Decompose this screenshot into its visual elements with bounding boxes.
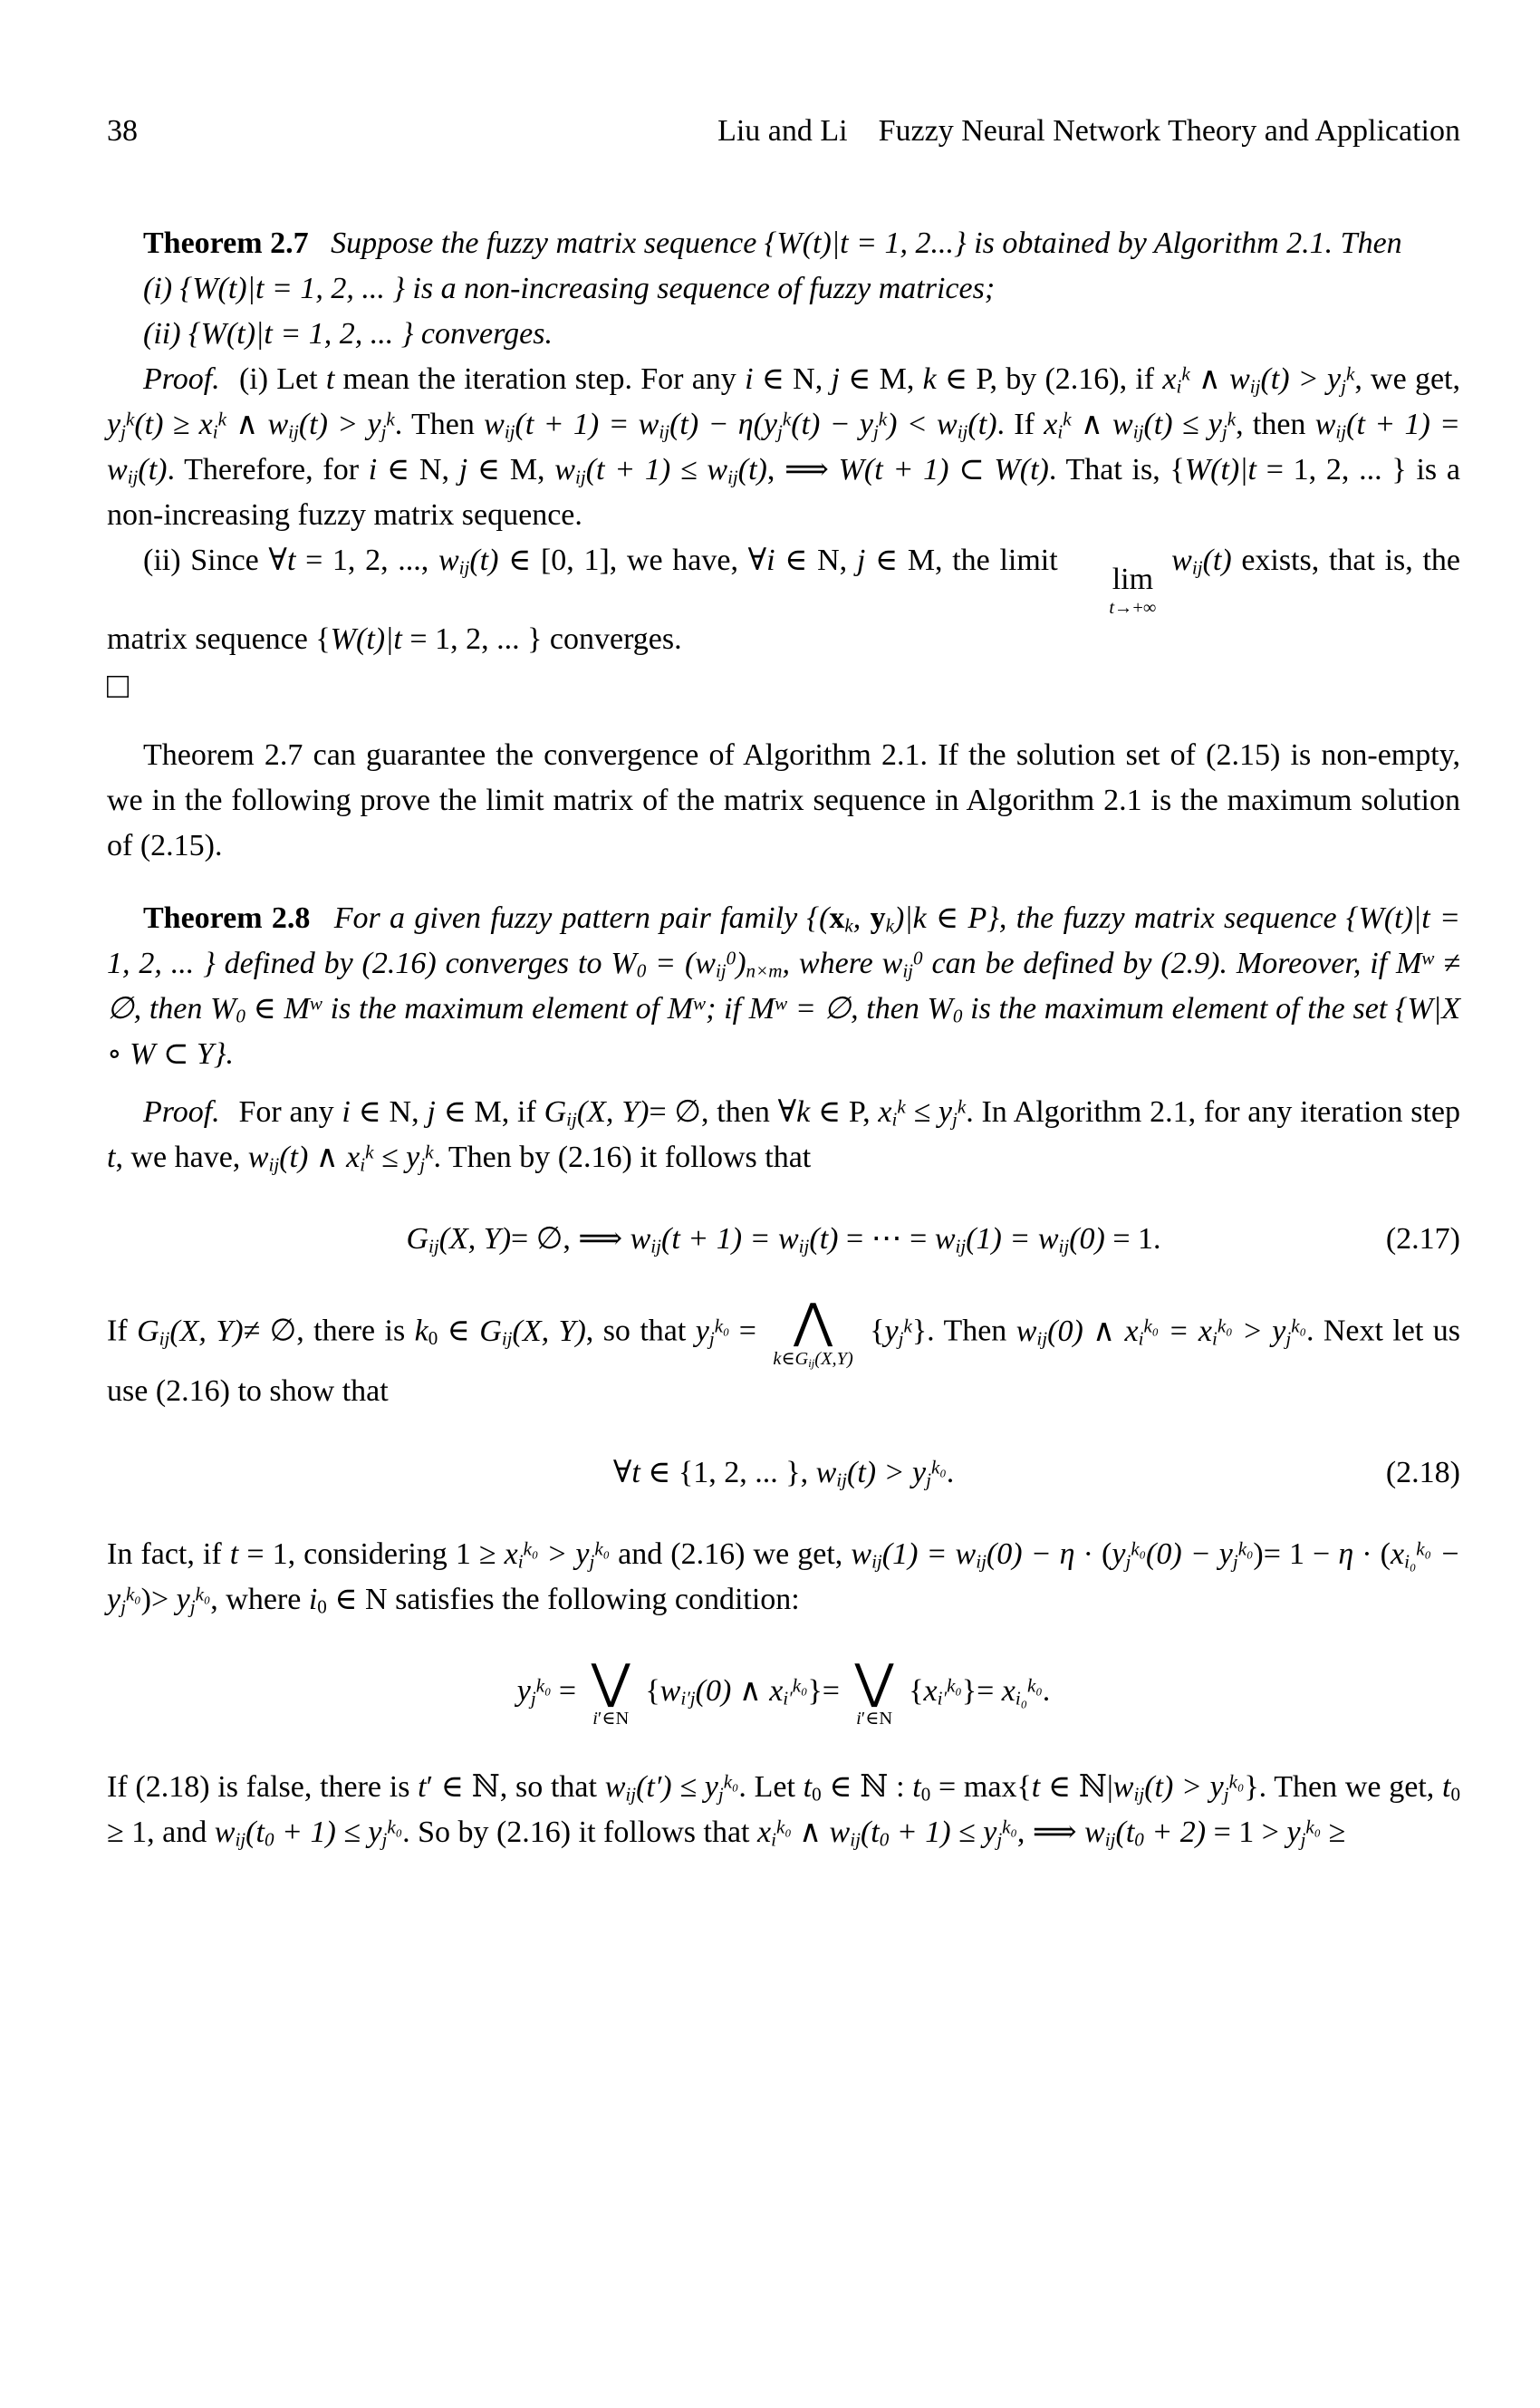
theorem-2-8-label: Theorem 2.8: [143, 901, 311, 936]
qed-box: □: [107, 665, 130, 707]
para-if-false: If (2.18) is false, there is t′ ∈ ℕ, so that $w_{ij}(t') \le y_j^{k_0}$. Let $t_0$ ∈ ℕ : $t_0 = \max\{t$ ∈ $ℕ|w_{ij}(t) > y_j^{k_0}$}. Then we get, $t_0 \ge 1$, and $w_{ij}(t_0 + 1) \le y_j^{k_0}$. So by (2.16) it follows that $x_i^{k_0}$ ∧ $w_{ij}(t_0 + 1) \le y_j^{k_0}$, ⟹ $w_{ij}(t_0 + 2) = 1 > y_j^{k_0}$ ≥: [107, 1769, 1461, 1851]
theorem-2-7-statement: Suppose the fuzzy matrix sequence {W(t)|t = 1, 2...} is obtained by Algorithm 2.1. Then: [331, 226, 1402, 260]
theorem-2-7-item-ii: (ii) {W(t)|t = 1, 2, ... } converges.: [143, 317, 553, 351]
proof-2-7-part-ii: (ii) Since ∀t = 1, 2, ..., $w_{ij}(t)$ ∈ [0, 1], we have, ∀i ∈ N, j ∈ M, the limit lim t→+∞ $w_{ij}(t)$ exists, that is, the matrix sequence {W(t)|t = 1, 2, ... } converges.: [107, 544, 1460, 657]
para-case-nonempty: If $G_{ij}(X$, Y)≠ ∅, there is $k_0$ ∈ $G_{ij}(X$, Y), so that $y_j^{k_0}$ = ⋀ $k\in G_{ij}(X,Y)$ $\{y_j^k\}$. Then $w_{ij}(0)$ ∧ $x_i^{k_0} = x_i^{k_0} > y_j^{k_0}$. Next let us use (2.16) to show that: [107, 1296, 1460, 1408]
para-in-fact: In fact, if t = 1, considering $1 \ge x_i^{k_0} > y_j^{k_0}$ and (2.16) we get, $w_{ij}(1) = w_{ij}(0) - \eta \cdot (y_j^{k_0}(0) - y_j^{k_0})= 1 - \eta \cdot (x_{i_0}^{k_0} - y_j^{k_0})> y_j^{k_0}$, where $i_0$ ∈ N satisfies the following condition:: [107, 1536, 1461, 1618]
theorem-2-7-label: Theorem 2.7: [143, 226, 309, 260]
proof-2-8-label: Proof.: [143, 1095, 220, 1130]
running-authors: Liu and Li: [717, 114, 848, 148]
theorem-2-7: [107, 221, 1460, 266]
proof-2-7-label: Proof.: [143, 362, 220, 396]
proof-2-8-intro-text: For any i ∈ N, j ∈ M, if $G_{ij}(X$, Y)= ∅, then ∀k ∈ P, $x_i^k \le y_j^k$. In Algorithm 2.1, for any iteration step t, we have, $w_{ij}(t)$ ∧ $x_i^k \le y_j^k$. Then by (2.16) it follows that: [107, 1095, 1460, 1177]
proof-2-8-intro: [107, 1090, 1460, 1180]
equation-2-18-number: (2.18): [1385, 1455, 1460, 1489]
running-title: [717, 109, 1460, 154]
equation-2-18-body: ∀t ∈ {1, 2, ... }, $w_{ij}(t) > y_j^{k_0}$.: [612, 1455, 955, 1491]
theorem-2-8: [107, 896, 1460, 1077]
equation-condition-body: $y_j^{k_0}$ = ⋁ i′∈N {$w_{i'j}(0)$ ∧ $x_{i'}^{k_0}\}=$ ⋁ i′∈N $\{x_{i'}^{k_0}\}= x_{i_0}^{k_0}$.: [516, 1655, 1051, 1729]
page-number: 38: [107, 114, 138, 148]
page-body: [107, 221, 1460, 1855]
running-head: [107, 109, 1460, 154]
equation-2-18: [107, 1450, 1460, 1496]
equation-2-17: [107, 1217, 1460, 1262]
proof-2-7-part-i-text: (i) Let t mean the iteration step. For any i ∈ N, j ∈ M, k ∈ P, by (2.16), if $x_i^k$ ∧ $w_{ij}(t) > y_j^k$, we get, $y_j^k(t) \ge x_i^k$ ∧ $w_{ij}(t) > y_j^k$. Then $w_{ij}(t + 1) = w_{ij}(t) - \eta(y_j^k(t) - y_j^k) < w_{ij}(t)$. If $x_i^k$ ∧ $w_{ij}(t) \le y_j^k$, then $w_{ij}(t + 1) = w_{ij}(t)$. Therefore, for i ∈ N, j ∈ M, $w_{ij}(t + 1) \le w_{ij}(t)$, ⟹ W(t + 1) ⊂ W(t). That is, {W(t)|t = 1, 2, ... } is a non-increasing fuzzy matrix sequence.: [107, 362, 1461, 532]
theorem-2-8-statement: For a given fuzzy pattern pair family {($x_k$, $y_k)|k$ ∈ P}, the fuzzy matrix sequence {W(t)|t = 1, 2, ... } defined by (2.16) converges to $W_0 = (w_{ij}^0)_{n\times m}$, where $w_{ij}^0$ can be defined by (2.9). Moreover, if $M^w$ ≠ ∅, then $W_0$ ∈ $M^w$ is the maximum element of $M^w$; if $M^w$ = ∅, then $W_0$ is the maximum element of the set {W|X ∘ W ⊂ Y}.: [107, 901, 1460, 1072]
para-convergence: Theorem 2.7 can guarantee the convergence of Algorithm 2.1. If the solution set of (2.15) is non-empty, we in the following prove the limit matrix of the matrix sequence in Algorithm 2.1 is the maximum solution of (2.15).: [107, 738, 1460, 863]
equation-2-17-body: $G_{ij}(X$, Y)= ∅, ⟹ $w_{ij}(t + 1) = w_{ij}(t)$ = ⋯ = $w_{ij}(1) = w_{ij}(0) = 1$.: [406, 1222, 1161, 1258]
theorem-2-7-item-i: (i) {W(t)|t = 1, 2, ... } is a non-increasing sequence of fuzzy matrices;: [143, 272, 996, 305]
running-book-title: Fuzzy Neural Network Theory and Application: [878, 114, 1460, 148]
equation-condition: [107, 1655, 1460, 1729]
equation-2-17-number: (2.17): [1385, 1222, 1460, 1257]
proof-2-7-part-i: [107, 357, 1460, 538]
